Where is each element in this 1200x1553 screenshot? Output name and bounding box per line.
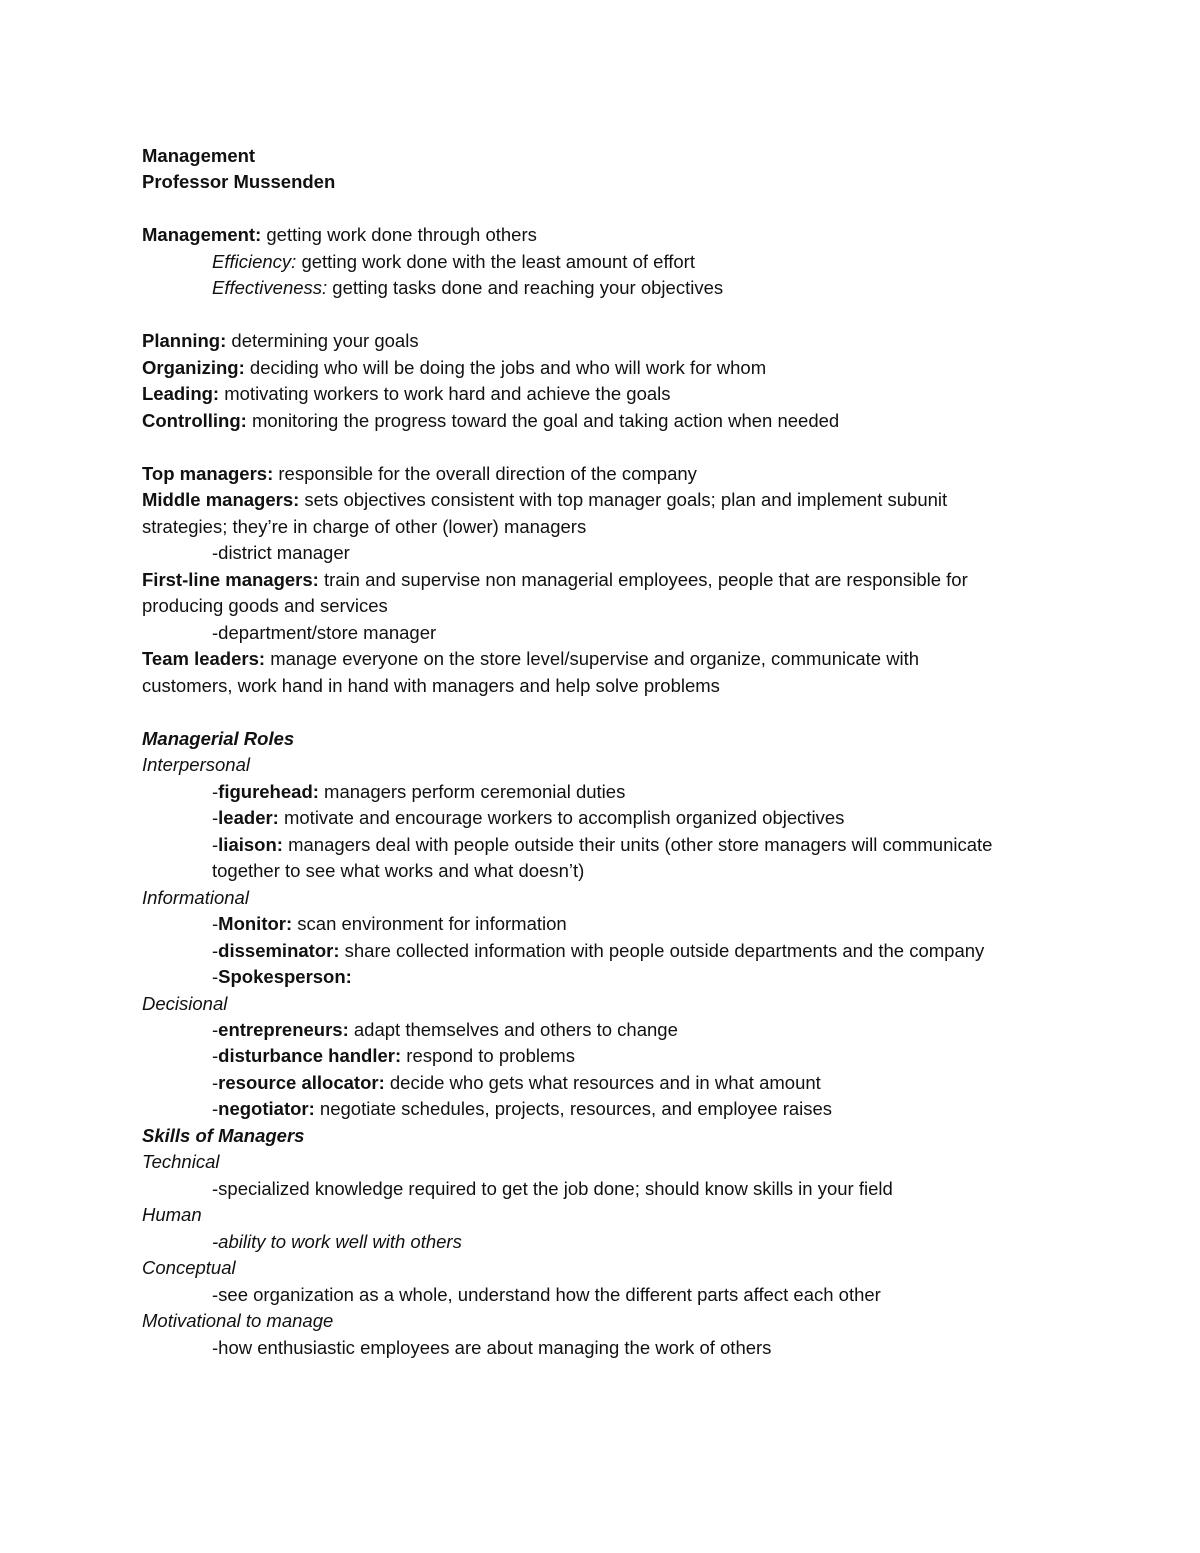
definition-text: scan environment for information <box>292 913 567 934</box>
skill-heading: Human <box>142 1204 202 1225</box>
first-line-managers-continued: producing goods and services <box>142 595 388 616</box>
term: Efficiency: <box>212 251 297 272</box>
definition-text: adapt themselves and others to change <box>348 1019 678 1040</box>
definition-text: managers deal with people outside their units (other store managers will communicate <box>282 834 993 855</box>
section-title-managerial-roles: Managerial Roles <box>142 728 295 749</box>
term: figurehead: <box>218 781 319 802</box>
team-leaders-continued: customers, work hand in hand with managers and help solve problems <box>142 675 720 696</box>
middle-managers-example: -district manager <box>212 542 350 563</box>
skill-description: -ability to work well with others <box>212 1231 462 1252</box>
role-item-continued: together to see what works and what doesn’t) <box>212 860 585 881</box>
professor-name: Professor Mussenden <box>142 171 336 192</box>
definition-text: train and supervise non managerial employees, people that are responsible for <box>318 569 968 590</box>
role-group-heading: Interpersonal <box>142 754 250 775</box>
role-item: -Spokesperson: <box>212 966 352 987</box>
middle-managers <box>142 487 947 513</box>
role-item: -Monitor: scan environment for information <box>212 913 567 934</box>
section-title-skills: Skills of Managers <box>142 1125 305 1146</box>
term: disseminator: <box>218 940 340 961</box>
term: leader: <box>218 807 279 828</box>
function-planning <box>142 328 419 354</box>
definition-management <box>142 222 537 248</box>
definition-efficiency <box>212 249 695 275</box>
definition-text: deciding who will be doing the jobs and who will work for whom <box>244 357 767 378</box>
definition-text: monitoring the progress toward the goal and taking action when needed <box>246 410 840 431</box>
term: First-line managers: <box>142 569 319 590</box>
definition-effectiveness <box>212 275 723 301</box>
definition-text: managers perform ceremonial duties <box>318 781 626 802</box>
course-title: Management <box>142 145 256 166</box>
function-leading <box>142 381 671 407</box>
definition-text: responsible for the overall direction of the company <box>273 463 697 484</box>
function-organizing <box>142 355 766 381</box>
definition-text: determining your goals <box>226 330 419 351</box>
skill-heading: Motivational to manage <box>142 1310 334 1331</box>
term: Planning: <box>142 330 227 351</box>
definition-text: sets objectives consistent with top manager goals; plan and implement subunit <box>299 489 948 510</box>
term: Organizing: <box>142 357 245 378</box>
definition-text: respond to problems <box>401 1045 575 1066</box>
term: Team leaders: <box>142 648 266 669</box>
definition-text: decide who gets what resources and in what amount <box>384 1072 821 1093</box>
skill-description: -see organization as a whole, understand how the different parts affect each other <box>212 1284 881 1305</box>
definition-text: getting tasks done and reaching your objectives <box>327 277 724 298</box>
term: entrepreneurs: <box>218 1019 349 1040</box>
role-group-heading: Informational <box>142 887 249 908</box>
term: negotiator: <box>218 1098 315 1119</box>
skill-heading: Technical <box>142 1151 220 1172</box>
term: Middle managers: <box>142 489 300 510</box>
term: Effectiveness: <box>212 277 328 298</box>
term: Management: <box>142 224 262 245</box>
middle-managers-continued: strategies; they’re in charge of other (lower) managers <box>142 516 587 537</box>
team-leaders <box>142 646 919 672</box>
term: Monitor: <box>218 913 293 934</box>
definition-text: manage everyone on the store level/supervise and organize, communicate with <box>265 648 920 669</box>
role-item: -entrepreneurs: adapt themselves and others to change <box>212 1019 678 1040</box>
function-controlling <box>142 408 839 434</box>
skill-description: -how enthusiastic employees are about managing the work of others <box>212 1337 772 1358</box>
role-group-heading: Decisional <box>142 993 228 1014</box>
definition-text: share collected information with people outside departments and the company <box>339 940 985 961</box>
definition-text: negotiate schedules, projects, resources, and employee raises <box>314 1098 833 1119</box>
definition-text: motivate and encourage workers to accomplish organized objectives <box>278 807 845 828</box>
term: resource allocator: <box>218 1072 385 1093</box>
definition-text: getting work done with the least amount of effort <box>296 251 695 272</box>
role-item: -disturbance handler: respond to problems <box>212 1045 575 1066</box>
role-item: -disseminator: share collected information with people outside departments and the company <box>212 940 985 961</box>
skill-heading: Conceptual <box>142 1257 236 1278</box>
role-item: -resource allocator: decide who gets what resources and in what amount <box>212 1072 821 1093</box>
term: Leading: <box>142 383 220 404</box>
definition-text: motivating workers to work hard and achieve the goals <box>219 383 671 404</box>
first-line-managers-example: -department/store manager <box>212 622 437 643</box>
definition-text: getting work done through others <box>261 224 537 245</box>
skill-description: -specialized knowledge required to get the job done; should know skills in your field <box>212 1178 893 1199</box>
role-item: -figurehead: managers perform ceremonial duties <box>212 781 626 802</box>
term: Controlling: <box>142 410 247 431</box>
first-line-managers <box>142 567 968 593</box>
role-item: -negotiator: negotiate schedules, projects, resources, and employee raises <box>212 1098 833 1119</box>
term: Top managers: <box>142 463 274 484</box>
role-item: -leader: motivate and encourage workers to accomplish organized objectives <box>212 807 845 828</box>
top-managers <box>142 461 697 487</box>
term: Spokesperson: <box>218 966 352 987</box>
term: disturbance handler: <box>218 1045 402 1066</box>
term: liaison: <box>218 834 283 855</box>
role-item: -liaison: managers deal with people outside their units (other store managers will communicate <box>212 834 993 855</box>
